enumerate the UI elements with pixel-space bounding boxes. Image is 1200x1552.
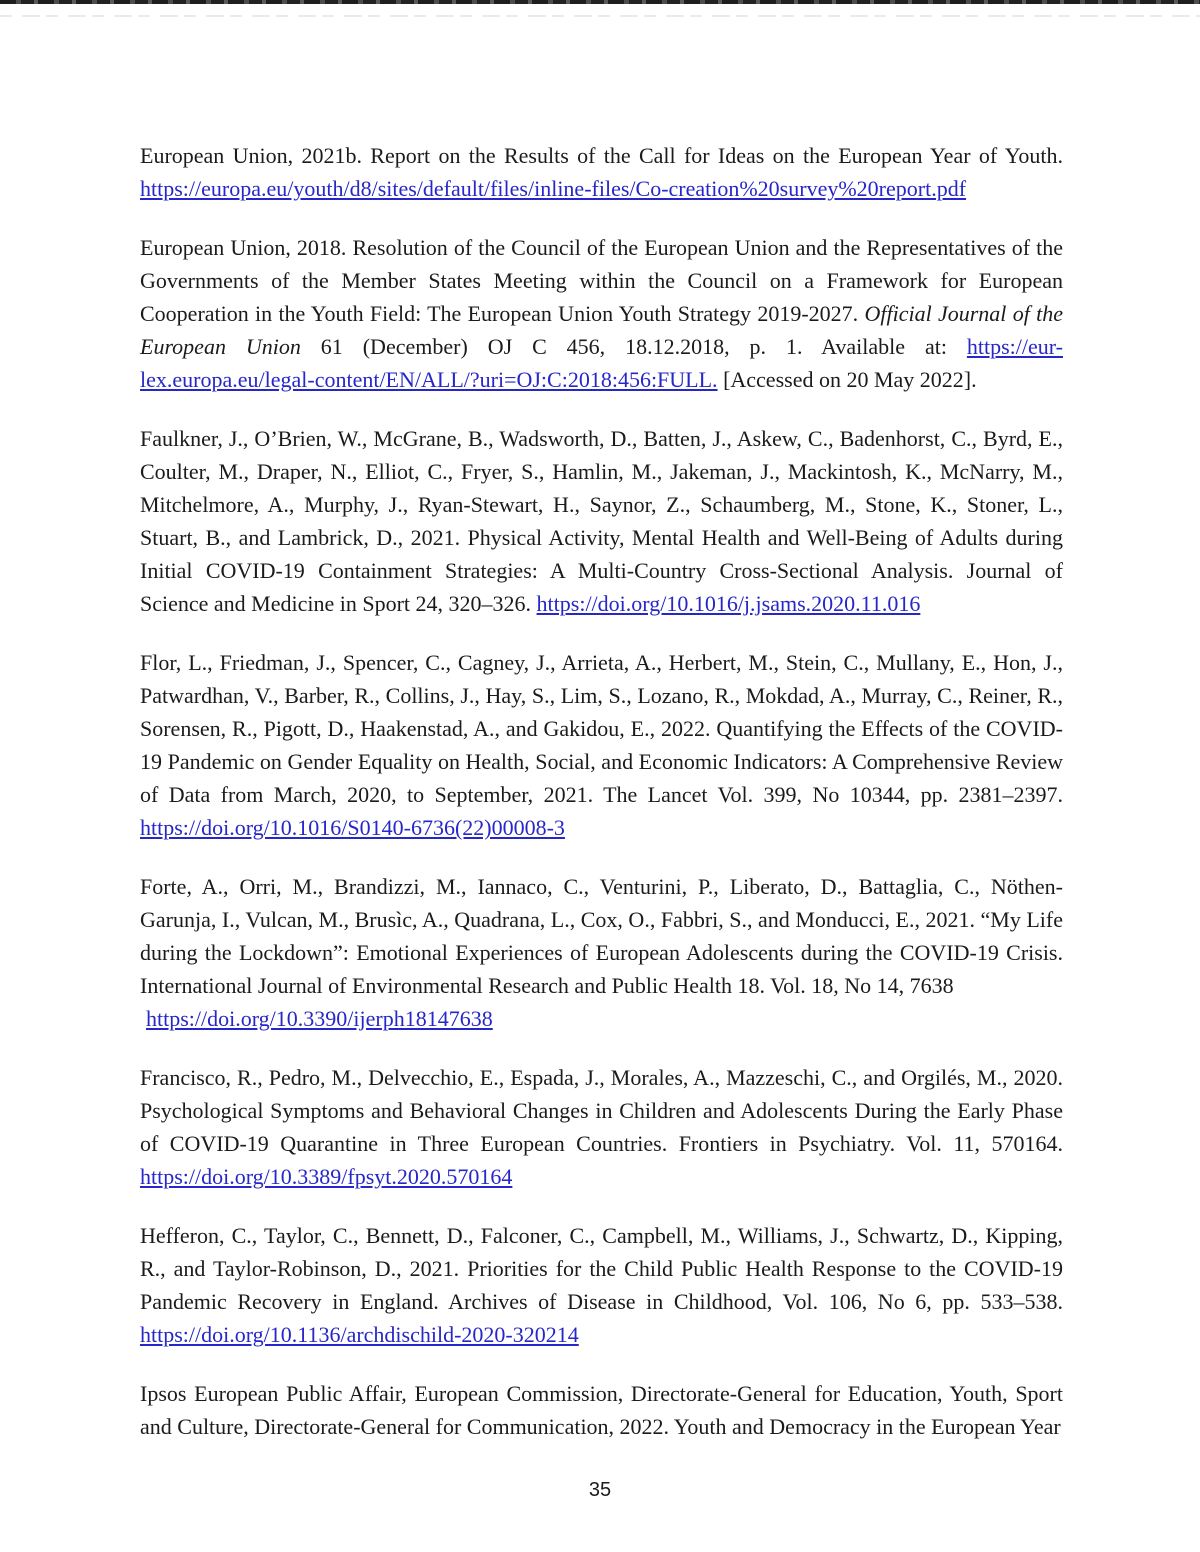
reference-text: Flor, L., Friedman, J., Spencer, C., Cagney, J., Arrieta, A., Herbert, M., Stein, C., Mullany, E., Hon, J., Patwardhan, V., Barber, R., Collins, J., Hay, S., Lim, S., Lozano, R., Mokdad, A., Murray, C., Reiner, R., Sorensen, R., Pigott, D., Haakenstad, A., and Gakidou, E., 2022. Quantifying the Effects of the COVID-19 Pandemic on Gender Equality on Health, Social, and Economic Indicators: A Comprehensive Review of Data from March, 2020, to September, 2021. The Lancet Vol. 399, No 10344, pp. 2381–2397. [140, 650, 1063, 807]
reference-text: Francisco, R., Pedro, M., Delvecchio, E., Espada, J., Morales, A., Mazzeschi, C., and Orgilés, M., 2020. Psychological Symptoms and Behavioral Changes in Children and Adolescents During the Early Phase of COVID-19 Quarantine in Three European Countries. Frontiers in Psychiatry. Vol. 11, 570164. [140, 1065, 1063, 1156]
reference-text: European Union, 2018. Resolution of the Council of the European Union and the Representatives of the Governments of the Member States Meeting within the Council on a Framework for European Cooperation in the Youth Field: The European Union Youth Strategy 2019-2027. [140, 235, 1063, 326]
reference-text: Forte, A., Orri, M., Brandizzi, M., Iannaco, C., Venturini, P., Liberato, D., Battaglia, C., Nöthen-Garunja, I., Vulcan, M., Brusìc, A., Quadrana, L., Cox, O., Fabbri, S., and Monducci, E., 2021. “My Life during the Lockdown”: Emotional Experiences of European Adolescents during the COVID-19 Crisis. International Journal of Environmental Research and Public Health 18. Vol. 18, No 14, 7638 [140, 874, 1063, 998]
reference-text: Ipsos European Public Affair, European Commission, Directorate-General for Education, Youth, Sport and Culture, Directorate-General for Communication, 2022. Youth and Democracy in the European Year [140, 1381, 1063, 1439]
scan-edge-artifact-faint [0, 15, 1200, 17]
reference-entry [140, 1377, 1063, 1443]
page-number: 35 [588, 1479, 612, 1501]
reference-entry [140, 139, 1063, 205]
reference-entry [140, 1219, 1063, 1351]
reference-link[interactable]: https://europa.eu/youth/d8/sites/default/files/inline-files/Co-creation%20survey%20report.pdf [140, 176, 967, 201]
reference-link[interactable]: https://doi.org/10.1136/archdischild-2020-320214 [140, 1322, 579, 1347]
reference-link[interactable]: https://doi.org/10.3390/ijerph18147638 [146, 1006, 493, 1031]
references-list [140, 139, 1063, 1469]
reference-entry [140, 646, 1063, 844]
reference-entry [140, 870, 1063, 1035]
reference-link[interactable]: https://doi.org/10.3389/fpsyt.2020.570164 [140, 1164, 513, 1189]
reference-text: Faulkner, J., O’Brien, W., McGrane, B., Wadsworth, D., Batten, J., Askew, C., Badenhorst, C., Byrd, E., Coulter, M., Draper, N., Elliot, C., Fryer, S., Hamlin, M., Jakeman, J., Mackintosh, K., McNarry, M., Mitchelmore, A., Murphy, J., Ryan-Stewart, H., Saynor, Z., Schaumberg, M., Stone, K., Stoner, L., Stuart, B., and Lambrick, D., 2021. Physical Activity, Mental Health and Well-Being of Adults during Initial COVID-19 Containment Strategies: A Multi-Country Cross-Sectional Analysis. Journal of Science and Medicine in Sport 24, 320–326. [140, 426, 1063, 616]
reference-text: 61 (December) OJ C 456, 18.12.2018, p. 1. Available at: [300, 334, 967, 359]
reference-entry [140, 231, 1063, 396]
reference-link[interactable]: https://doi.org/10.1016/S0140-6736(22)00008-3 [140, 815, 565, 840]
reference-link[interactable]: https://eur-lex.europa.eu/legal-content/EN/ALL/?uri=OJ:C:2018:456:FULL. [140, 334, 1063, 392]
reference-link[interactable]: https://doi.org/10.1016/j.jsams.2020.11.016 [536, 591, 921, 616]
scan-edge-artifact-top [0, 0, 1200, 4]
reference-text: European Union, 2021b. Report on the Results of the Call for Ideas on the European Year of Youth. [140, 143, 1063, 168]
reference-italic-text: Official Journal of the European Union [140, 301, 1063, 359]
reference-text: [Accessed on 20 May 2022]. [717, 367, 977, 392]
reference-text: Hefferon, C., Taylor, C., Bennett, D., Falconer, C., Campbell, M., Williams, J., Schwartz, D., Kipping, R., and Taylor-Robinson, D., 2021. Priorities for the Child Public Health Response to the COVID-19 Pandemic Recovery in England. Archives of Disease in Childhood, Vol. 106, No 6, pp. 533–538. [140, 1223, 1063, 1314]
reference-entry [140, 1061, 1063, 1193]
reference-entry [140, 422, 1063, 620]
